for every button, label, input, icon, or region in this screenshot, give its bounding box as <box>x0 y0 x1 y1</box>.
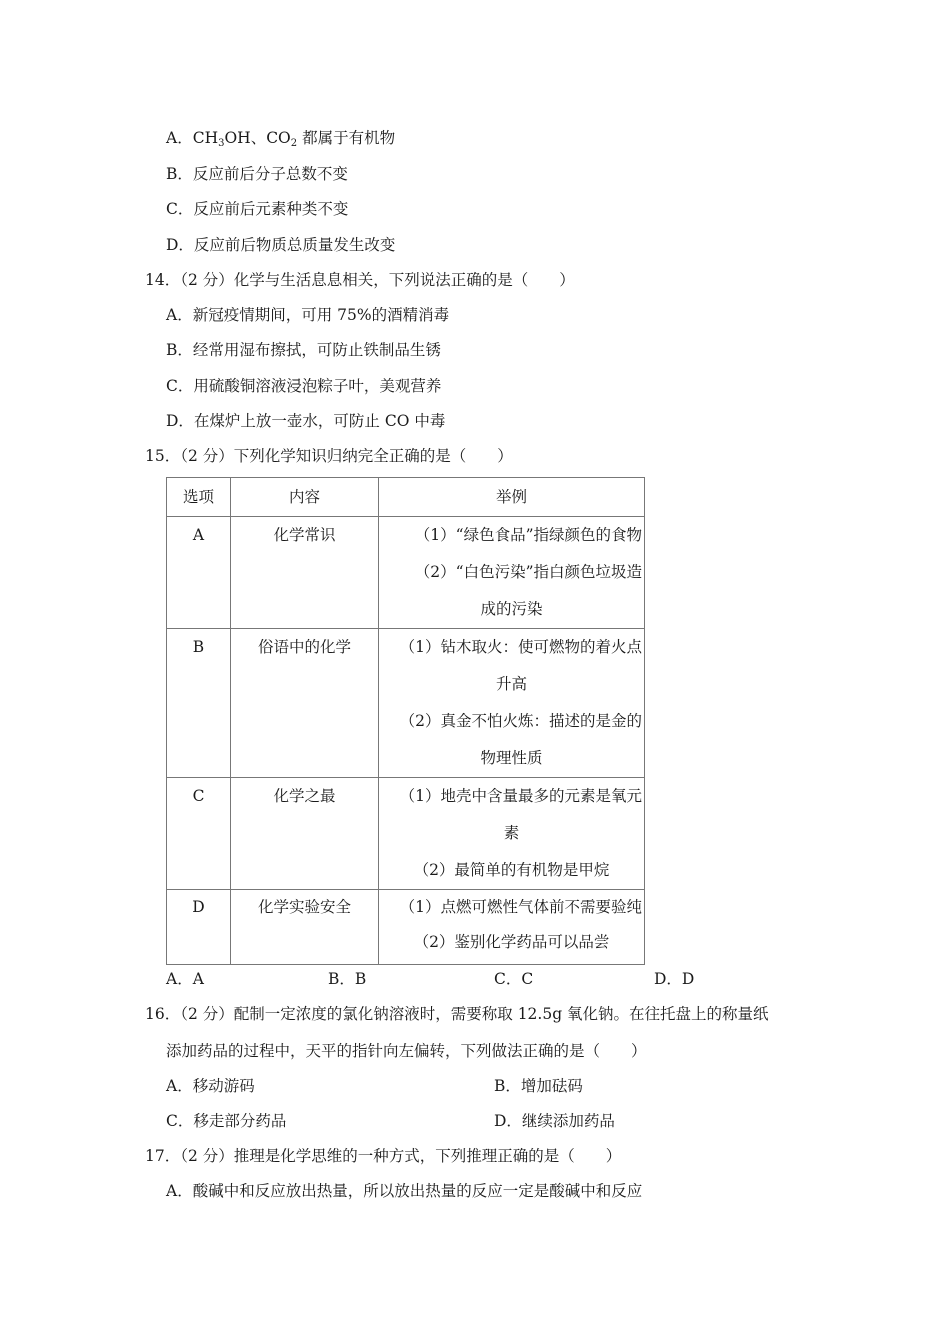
q15-option-b: B．B <box>328 970 367 988</box>
example-line: （2）真金不怕火炼：描述的是金的 <box>399 712 642 730</box>
table-header-row <box>167 478 645 517</box>
row-content: 化学之最 <box>273 787 336 805</box>
q17-stem: 17．（2 分）推理是化学思维的一种方式，下列推理正确的是（ ） <box>145 1147 622 1165</box>
table-row <box>167 890 645 965</box>
header-option: 选项 <box>167 478 231 517</box>
table-row <box>167 629 645 778</box>
q14-option-a: A．新冠疫情期间，可用 75%的酒精消毒 <box>166 306 450 324</box>
row-content: 俗语中的化学 <box>257 638 351 656</box>
row-option: B <box>192 638 205 656</box>
example-line: （2）最简单的有机物是甲烷 <box>413 861 610 879</box>
q16-option-c: C．移走部分药品 <box>166 1112 287 1130</box>
q16-option-a: A．移动游码 <box>166 1077 255 1095</box>
q13-option-b: B．反应前后分子总数不变 <box>166 165 348 183</box>
q16-option-b: B．增加砝码 <box>494 1077 583 1095</box>
q15-stem: 15．（2 分）下列化学知识归纳完全正确的是（ ） <box>145 447 513 465</box>
example-line: （2）“白色污染”指白颜色垃圾造 <box>414 563 642 581</box>
q16-stem-line1: 16．（2 分）配制一定浓度的氯化钠溶液时，需要称取 12.5g 氧化钠。在往托盘上的称量纸 <box>145 1005 769 1023</box>
row-content: 化学常识 <box>273 526 336 544</box>
table-row <box>167 517 645 629</box>
q14-option-c: C．用硫酸铜溶液浸泡粽子叶，美观营养 <box>166 377 442 395</box>
row-option: D <box>192 898 205 916</box>
q15-option-d: D．D <box>654 970 695 988</box>
example-line: 升高 <box>495 675 527 693</box>
q17-option-a: A．酸碱中和反应放出热量，所以放出热量的反应一定是酸碱中和反应 <box>166 1182 643 1200</box>
example-line: 成的污染 <box>480 600 543 618</box>
example-line: （2）鉴别化学药品可以品尝 <box>413 933 610 951</box>
q16-stem-line2: 添加药品的过程中，天平的指针向左偏转，下列做法正确的是（ ） <box>166 1042 647 1060</box>
row-option: C <box>192 787 205 805</box>
q15-option-c: C．C <box>494 970 534 988</box>
row-option: A <box>192 526 205 544</box>
example-line: 素 <box>503 824 520 842</box>
example-line: （1）钻木取火：使可燃物的着火点 <box>399 638 642 656</box>
q13-option-a: A．$CH_3OH$、$CO_2$ 都属于有机物 <box>166 129 396 149</box>
table-row <box>167 778 645 890</box>
row-content: 化学实验安全 <box>257 898 351 916</box>
q14-stem: 14．（2 分）化学与生活息息相关，下列说法正确的是（ ） <box>145 271 575 289</box>
example-line: （1）“绿色食品”指绿颜色的食物 <box>414 526 642 544</box>
header-example: 举例 <box>379 478 645 517</box>
q13-option-c: C．反应前后元素种类不变 <box>166 200 349 218</box>
example-line: （1）地壳中含量最多的元素是氧元 <box>399 787 642 805</box>
q14-option-b: B．经常用湿布擦拭，可防止铁制品生锈 <box>166 341 441 359</box>
q15-option-a: A．A <box>166 970 204 988</box>
q16-option-d: D．继续添加药品 <box>494 1112 615 1130</box>
q15-knowledge-table <box>166 477 645 965</box>
q14-option-d: D．在煤炉上放一壶水，可防止 CO 中毒 <box>166 412 446 430</box>
header-content: 内容 <box>231 478 379 517</box>
q13-option-d: D．反应前后物质总质量发生改变 <box>166 236 396 254</box>
example-line: （1）点燃可燃性气体前不需要验纯 <box>399 898 642 916</box>
example-line: 物理性质 <box>480 749 543 767</box>
